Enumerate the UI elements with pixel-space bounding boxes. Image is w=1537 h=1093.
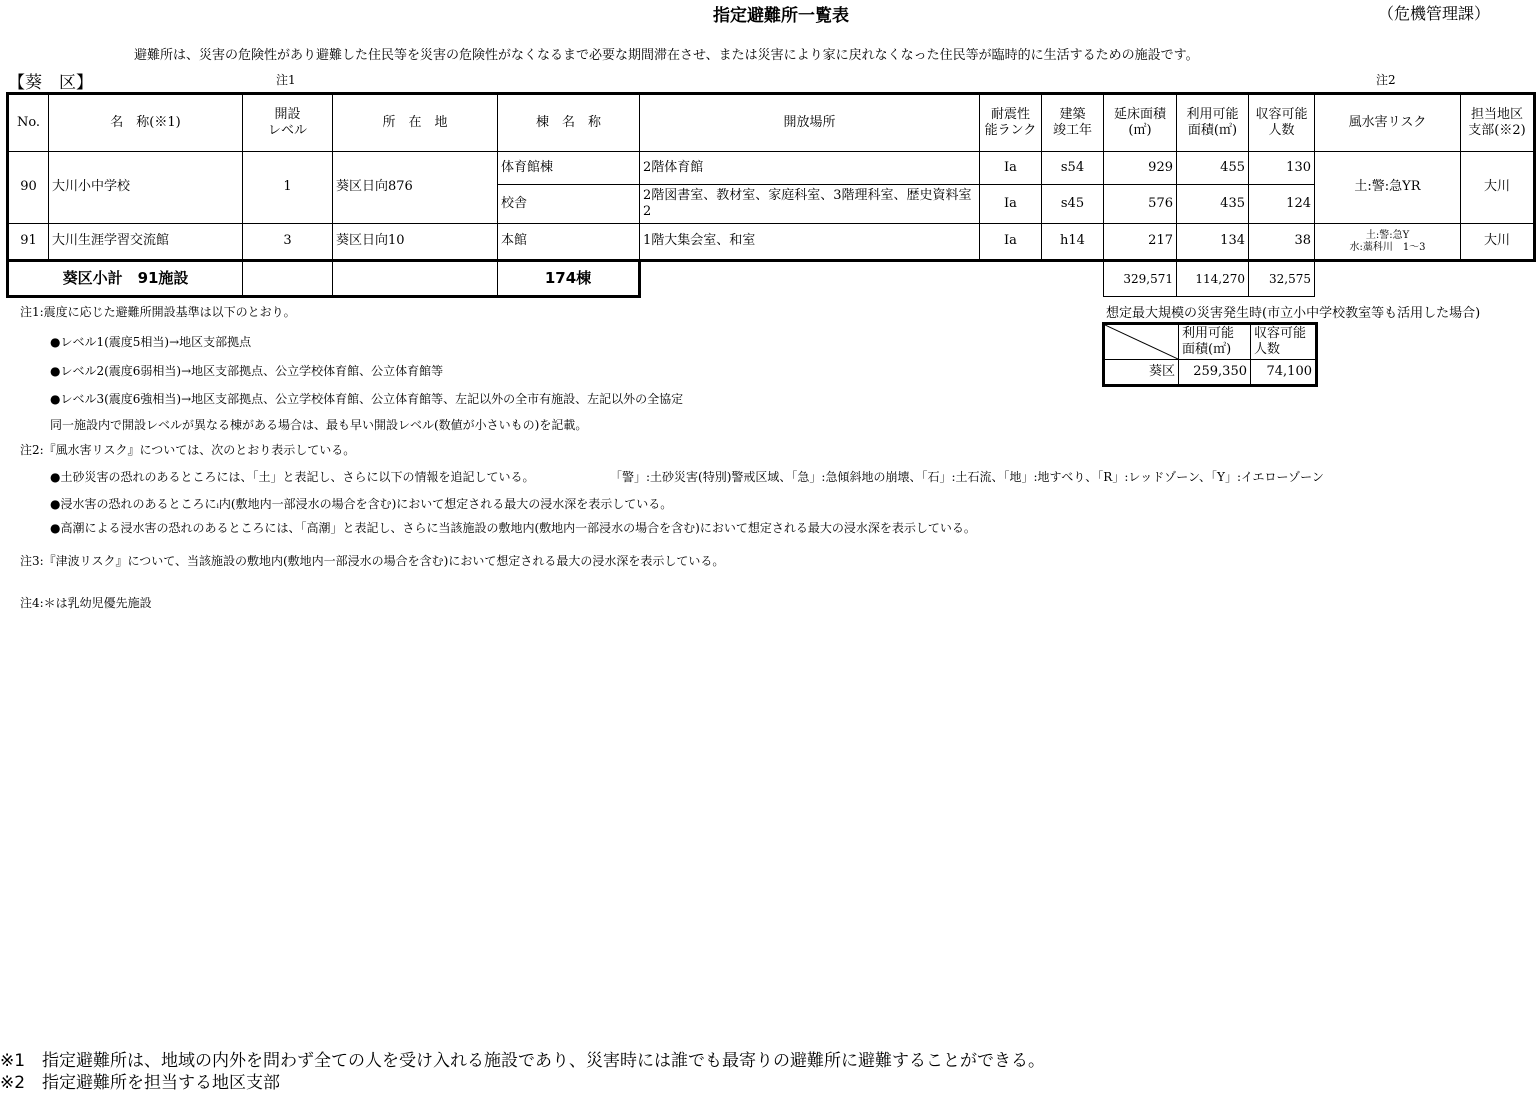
note-1-level-3: ●レベル3(震度6強相当)→地区支部拠点、公立学校体育館、公立体育館等、左記以外の全市有施設、左記以外の全協定 [50, 392, 684, 406]
subtotal-buildings: 174棟 [498, 261, 640, 297]
col-seismic-label: 耐震性 能ランク [984, 106, 1037, 138]
subtotal-empty-level [243, 261, 333, 297]
note-2-landslide: ●土砂災害の恐れのあるところには、「土」と表記し、さらに以下の情報を追記している。 [50, 470, 535, 484]
cell-branch: 大川 [1461, 152, 1535, 224]
col-floor-area-label: 延床面積 (㎡) [1113, 106, 1166, 138]
cell-seismic: Ⅰa [980, 224, 1042, 261]
col-capacity [1249, 94, 1315, 152]
page-title: 指定避難所一覧表 [713, 6, 849, 26]
col-built-label: 建築 竣工年 [1052, 106, 1092, 138]
cell-building: 校舎 [498, 185, 640, 224]
diagonal-line-icon [1105, 325, 1178, 359]
scenario-row-label: 葵区 [1104, 360, 1179, 386]
cell-capacity: 124 [1249, 185, 1315, 224]
note-1-level-1: ●レベル1(震度5相当)→地区支部拠点 [50, 335, 252, 349]
col-open-place: 開放場所 [640, 94, 980, 152]
cell-open-place: 1階大集会室、和室 [640, 224, 980, 261]
cell-open-place: 2階図書室、教材室、家庭科室、3階理科室、歴史資料室2 [640, 185, 980, 224]
col-name: 名 称(※1) [49, 94, 243, 152]
table-row [8, 152, 1535, 185]
note-1-remark: 同一施設内で開設レベルが異なる棟がある場合は、最も早い開設レベル(数値が小さいもの)を記載。 [50, 418, 588, 432]
cell-floor-area: 929 [1104, 152, 1177, 185]
cell-floor-area: 576 [1104, 185, 1177, 224]
cell-risk: 土:警:急YR [1315, 152, 1461, 224]
shelter-table [6, 92, 1536, 298]
cell-floor-area: 217 [1104, 224, 1177, 261]
subtotal-label: 葵区小計 91施設 [8, 261, 243, 297]
scenario-col-capacity: 収容可能 人数 [1251, 324, 1317, 360]
cell-capacity: 130 [1249, 152, 1315, 185]
note-4: 注4:＊は乳幼児優先施設 [20, 596, 152, 610]
cell-usable-area: 435 [1177, 185, 1249, 224]
subtotal-row [8, 261, 1535, 297]
cell-no: 91 [8, 224, 49, 261]
cell-usable-area: 455 [1177, 152, 1249, 185]
cell-seismic: Ⅰa [980, 185, 1042, 224]
cell-building: 体育館棟 [498, 152, 640, 185]
cell-address: 葵区日向10 [333, 224, 498, 261]
col-no: No. [8, 94, 49, 152]
cell-usable-area: 134 [1177, 224, 1249, 261]
risk-line-2: 水:藁科川 1～3 [1349, 241, 1426, 253]
scenario-heading: 想定最大規模の災害発生時(市立小中学校教室等も活用した場合) [1106, 306, 1481, 321]
ward-heading: 【葵 区】 [8, 73, 93, 93]
col-capacity-label: 収容可能 人数 [1255, 106, 1308, 138]
scenario-col-usable: 利用可能 面積(㎡) [1179, 324, 1251, 360]
col-usable-area-label: 利用可能 面積(㎡) [1186, 106, 1239, 138]
note-1-level-2: ●レベル2(震度6弱相当)→地区支部拠点、公立学校体育館、公立体育館等 [50, 364, 444, 378]
description: 避難所は、災害の危険性があり避難した住民等を災害の危険性がなくなるまで必要な期間滞在させ、または災害により家に戻れなくなった住民等が臨時的に生活するための施設です。 [134, 48, 1199, 63]
note-1: 注1:震度に応じた避難所開設基準は以下のとおり。 [20, 305, 296, 319]
header-row [8, 94, 1535, 152]
cell-name: 大川生涯学習交流館 [49, 224, 243, 261]
cell-built: h14 [1042, 224, 1104, 261]
cell-seismic: Ⅰa [980, 152, 1042, 185]
cell-open-place: 2階体育館 [640, 152, 980, 185]
cell-level: 3 [243, 224, 333, 261]
scenario-capacity: 74,100 [1251, 360, 1317, 386]
cell-branch: 大川 [1461, 224, 1535, 261]
subtotal-usable-area: 114,270 [1177, 261, 1249, 297]
cell-level: 1 [243, 152, 333, 224]
col-level-label: 開設 レベル [267, 106, 307, 138]
cell-risk [1315, 224, 1461, 261]
note-3: 注3:『津波リスク』について、当該施設の敷地内(敷地内一部浸水の場合を含む)において想定される最大の浸水深を表示している。 [20, 554, 725, 568]
subtotal-empty-address [333, 261, 498, 297]
col-floor-area [1104, 94, 1177, 152]
note-marker-1: 注1 [276, 73, 296, 87]
risk-line-1: 土:警:急Y [1365, 229, 1410, 241]
cell-built: s45 [1042, 185, 1104, 224]
col-level [243, 94, 333, 152]
note-2-storm-surge: ●高潮による浸水害の恐れのあるところには、「高潮」と表記し、さらに当該施設の敷地内(敷地内一部浸水の場合を含む)において想定される最大の浸水深を表示している。 [50, 521, 976, 535]
col-building: 棟 名 称 [498, 94, 640, 152]
cell-building: 本館 [498, 224, 640, 261]
note-2: 注2:『風水害リスク』については、次のとおり表示している。 [20, 443, 356, 457]
col-risk: 風水害リスク [1315, 94, 1461, 152]
col-branch [1461, 94, 1535, 152]
subtotal-capacity: 32,575 [1249, 261, 1315, 297]
scenario-diagonal [1104, 324, 1179, 360]
scenario-usable-area: 259,350 [1179, 360, 1251, 386]
cell-address: 葵区日向876 [333, 152, 498, 224]
note-2-flood: ●浸水害の恐れのあるところにᵢ内(敷地内一部浸水の場合を含む)において想定される最大の浸水深を表示している。 [50, 497, 673, 511]
cell-built: s54 [1042, 152, 1104, 185]
col-built [1042, 94, 1104, 152]
scenario-table [1102, 322, 1318, 387]
subtotal-gap [640, 261, 1104, 297]
col-address: 所 在 地 [333, 94, 498, 152]
bottom-note-1: ※1 指定避難所は、地域の内外を問わず全ての人を受け入れる施設であり、災害時には誰でも最寄りの避難所に避難することができる。 [0, 1051, 1046, 1071]
subtotal-floor-area: 329,571 [1104, 261, 1177, 297]
table-row [8, 224, 1535, 261]
col-usable-area [1177, 94, 1249, 152]
note-2-landslide-legend: 「警」:土砂災害(特別)警戒区域、「急」:急傾斜地の崩壊、「石」:土石流、「地」:地すべり、「R」:レッドゾーン、「Y」:イエローゾーン [610, 470, 1324, 484]
col-seismic [980, 94, 1042, 152]
cell-capacity: 38 [1249, 224, 1315, 261]
cell-no: 90 [8, 152, 49, 224]
department-label: （危機管理課） [1378, 4, 1491, 23]
note-marker-2: 注2 [1376, 73, 1396, 87]
bottom-note-2: ※2 指定避難所を担当する地区支部 [0, 1073, 281, 1093]
subtotal-trailing [1315, 261, 1535, 297]
col-branch-label: 担当地区 支部(※2) [1468, 106, 1526, 138]
cell-name: 大川小中学校 [49, 152, 243, 224]
